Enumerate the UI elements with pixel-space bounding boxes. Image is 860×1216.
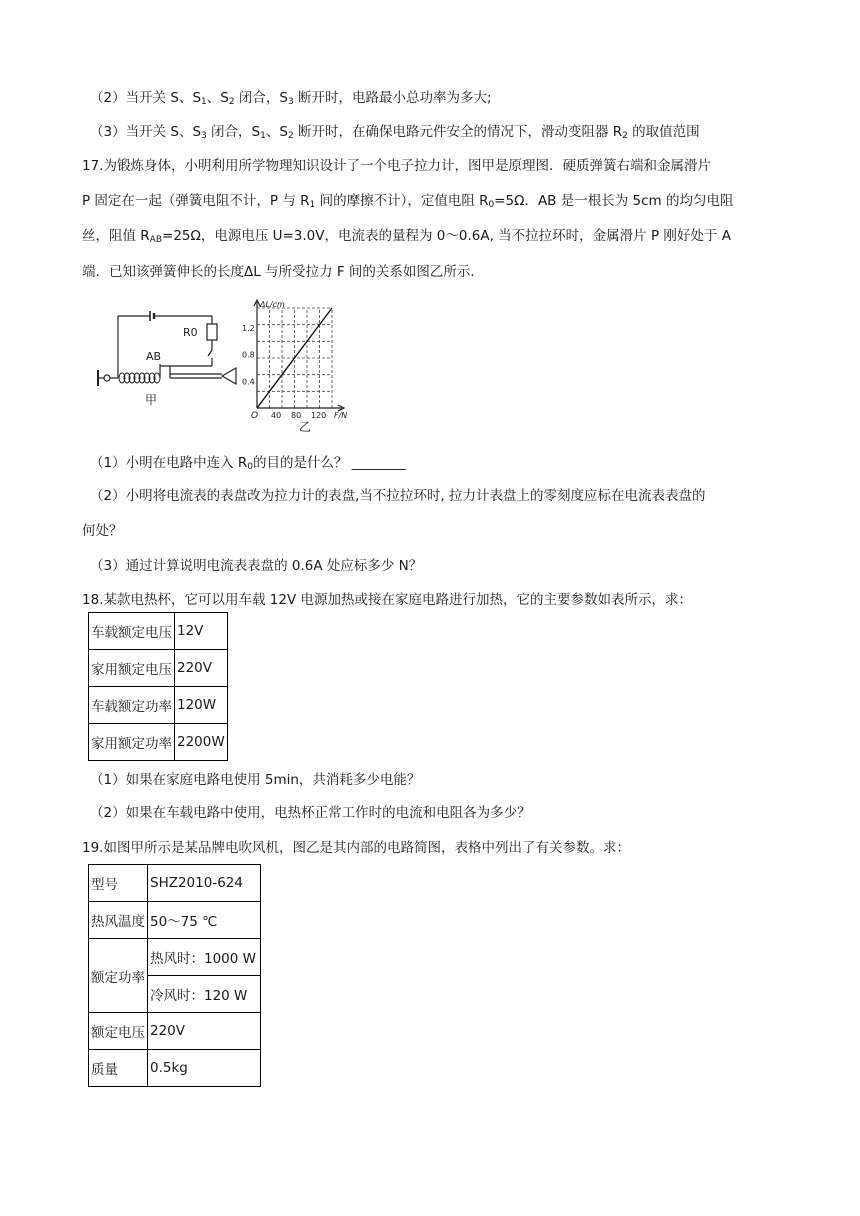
origin-label: O [251, 411, 259, 421]
q17-line1: 17.为锻炼身体，小明利用所学物理知识设计了一个电子拉力计，图甲是原理图．硬质弹簧右端和金属滑片 [82, 158, 711, 174]
q18-part1: （1）如果在家庭电路电使用 5min，共消耗多少电能？ [90, 772, 421, 788]
row-value: 12V [175, 613, 228, 650]
ab-label: AB [146, 350, 162, 363]
x-axis-label: F/N [334, 411, 348, 420]
power-label: 额定功率 [89, 939, 148, 1013]
fig-jia-caption: 甲 [145, 393, 158, 407]
x-tick-label: 120 [311, 411, 327, 420]
y-tick-label: 0.8 [242, 350, 255, 360]
row-label: 家用额定功率 [89, 724, 175, 761]
model-value: SHZ2010-624 [148, 865, 261, 902]
q17-part2a: （2）小明将电流表的表盘改为拉力计的表盘,当不拉拉环时, 拉力计表盘上的零刻度应标在电流表表盘的 [90, 488, 706, 504]
table-row [89, 687, 228, 724]
model-label: 型号 [89, 865, 148, 902]
y-tick-label: 0.4 [242, 377, 255, 387]
q19-spec-table [88, 864, 261, 1087]
fig-yi-caption: 乙 [299, 420, 312, 434]
row-label: 车载额定功率 [89, 687, 175, 724]
y-tick-label: 1.2 [242, 324, 255, 333]
q17-line3: 丝，阻值 $R_{AB}=25\Omega$，电源电压 U=3.0V，电流表的量程为 0～0.6A, 当不拉拉环时，金属滑片 P 刚好处于 A [82, 228, 731, 245]
row-value: 2200W [175, 724, 228, 761]
q17-part1: （1）小明在电路中连入 $R_0$的目的是什么？ ________ [90, 455, 406, 472]
table-row [89, 939, 261, 976]
row-value: 120W [175, 687, 228, 724]
power-cold-value: 冷风时：120 W [148, 976, 261, 1013]
q18-spec-table [88, 612, 228, 761]
table-row [89, 1050, 261, 1087]
mass-label: 质量 [89, 1050, 148, 1087]
table-row [89, 1013, 261, 1050]
graph-yi [242, 296, 352, 434]
table-row [89, 613, 228, 650]
q16-part3: （3）当开关 S、$S_3$ 闭合，$S_1$、$S_2$ 断开时，在确保电路元件安全的情况下，滑动变阻器 $R_2$ 的取值范围 [90, 124, 700, 141]
temp-value: 50～75 ℃ [148, 902, 261, 939]
row-value: 220V [175, 650, 228, 687]
row-label: 家用额定电压 [89, 650, 175, 687]
q16-part2: （2）当开关 S、$S_1$、$S_2$ 闭合，$S_3$ 断开时，电路最小总功率为多大; [90, 90, 492, 107]
x-tick-label: 40 [271, 411, 282, 420]
table-row [89, 650, 228, 687]
circuit-diagram-jia [90, 300, 240, 410]
x-tick-label: 80 [291, 411, 302, 420]
q17-part2b: 何处？ [82, 523, 123, 539]
voltage-value: 220V [148, 1013, 261, 1050]
table-row [89, 724, 228, 761]
q17-part3: （3）通过计算说明电流表表盘的 0.6A 处应标多少 N？ [90, 558, 423, 574]
q17-line4: 端．已知该弹簧伸长的长度ΔL 与所受拉力 F 间的关系如图乙所示． [82, 264, 484, 280]
y-axis-label: ΔL/cm [260, 300, 285, 309]
q17-line2: P 固定在一起（弹簧电阻不计，P 与 $R_1$ 间的摩擦不计），定值电阻 $R_0=5\Omega$．AB 是一根长为 5cm 的均匀电阻 [82, 193, 734, 210]
q19-intro: 19.如图甲所示是某品牌电吹风机，图乙是其内部的电路简图，表格中列出了有关参数。求： [82, 840, 630, 856]
table-row [89, 902, 261, 939]
voltage-label: 额定电压 [89, 1013, 148, 1050]
power-hot-value: 热风时：1000 W [148, 939, 261, 976]
mass-value: 0.5kg [148, 1050, 261, 1087]
table-row [89, 865, 261, 902]
temp-label: 热风温度 [89, 902, 148, 939]
row-label: 车载额定电压 [89, 613, 175, 650]
q18-intro: 18.某款电热杯，它可以用车载 12V 电源加热或接在家庭电路进行加热，它的主要参数如表所示，求： [82, 592, 692, 608]
q18-part2: （2）如果在车载电路中使用，电热杯正常工作时的电流和电阻各为多少？ [90, 805, 531, 821]
r0-label: R0 [183, 326, 198, 339]
